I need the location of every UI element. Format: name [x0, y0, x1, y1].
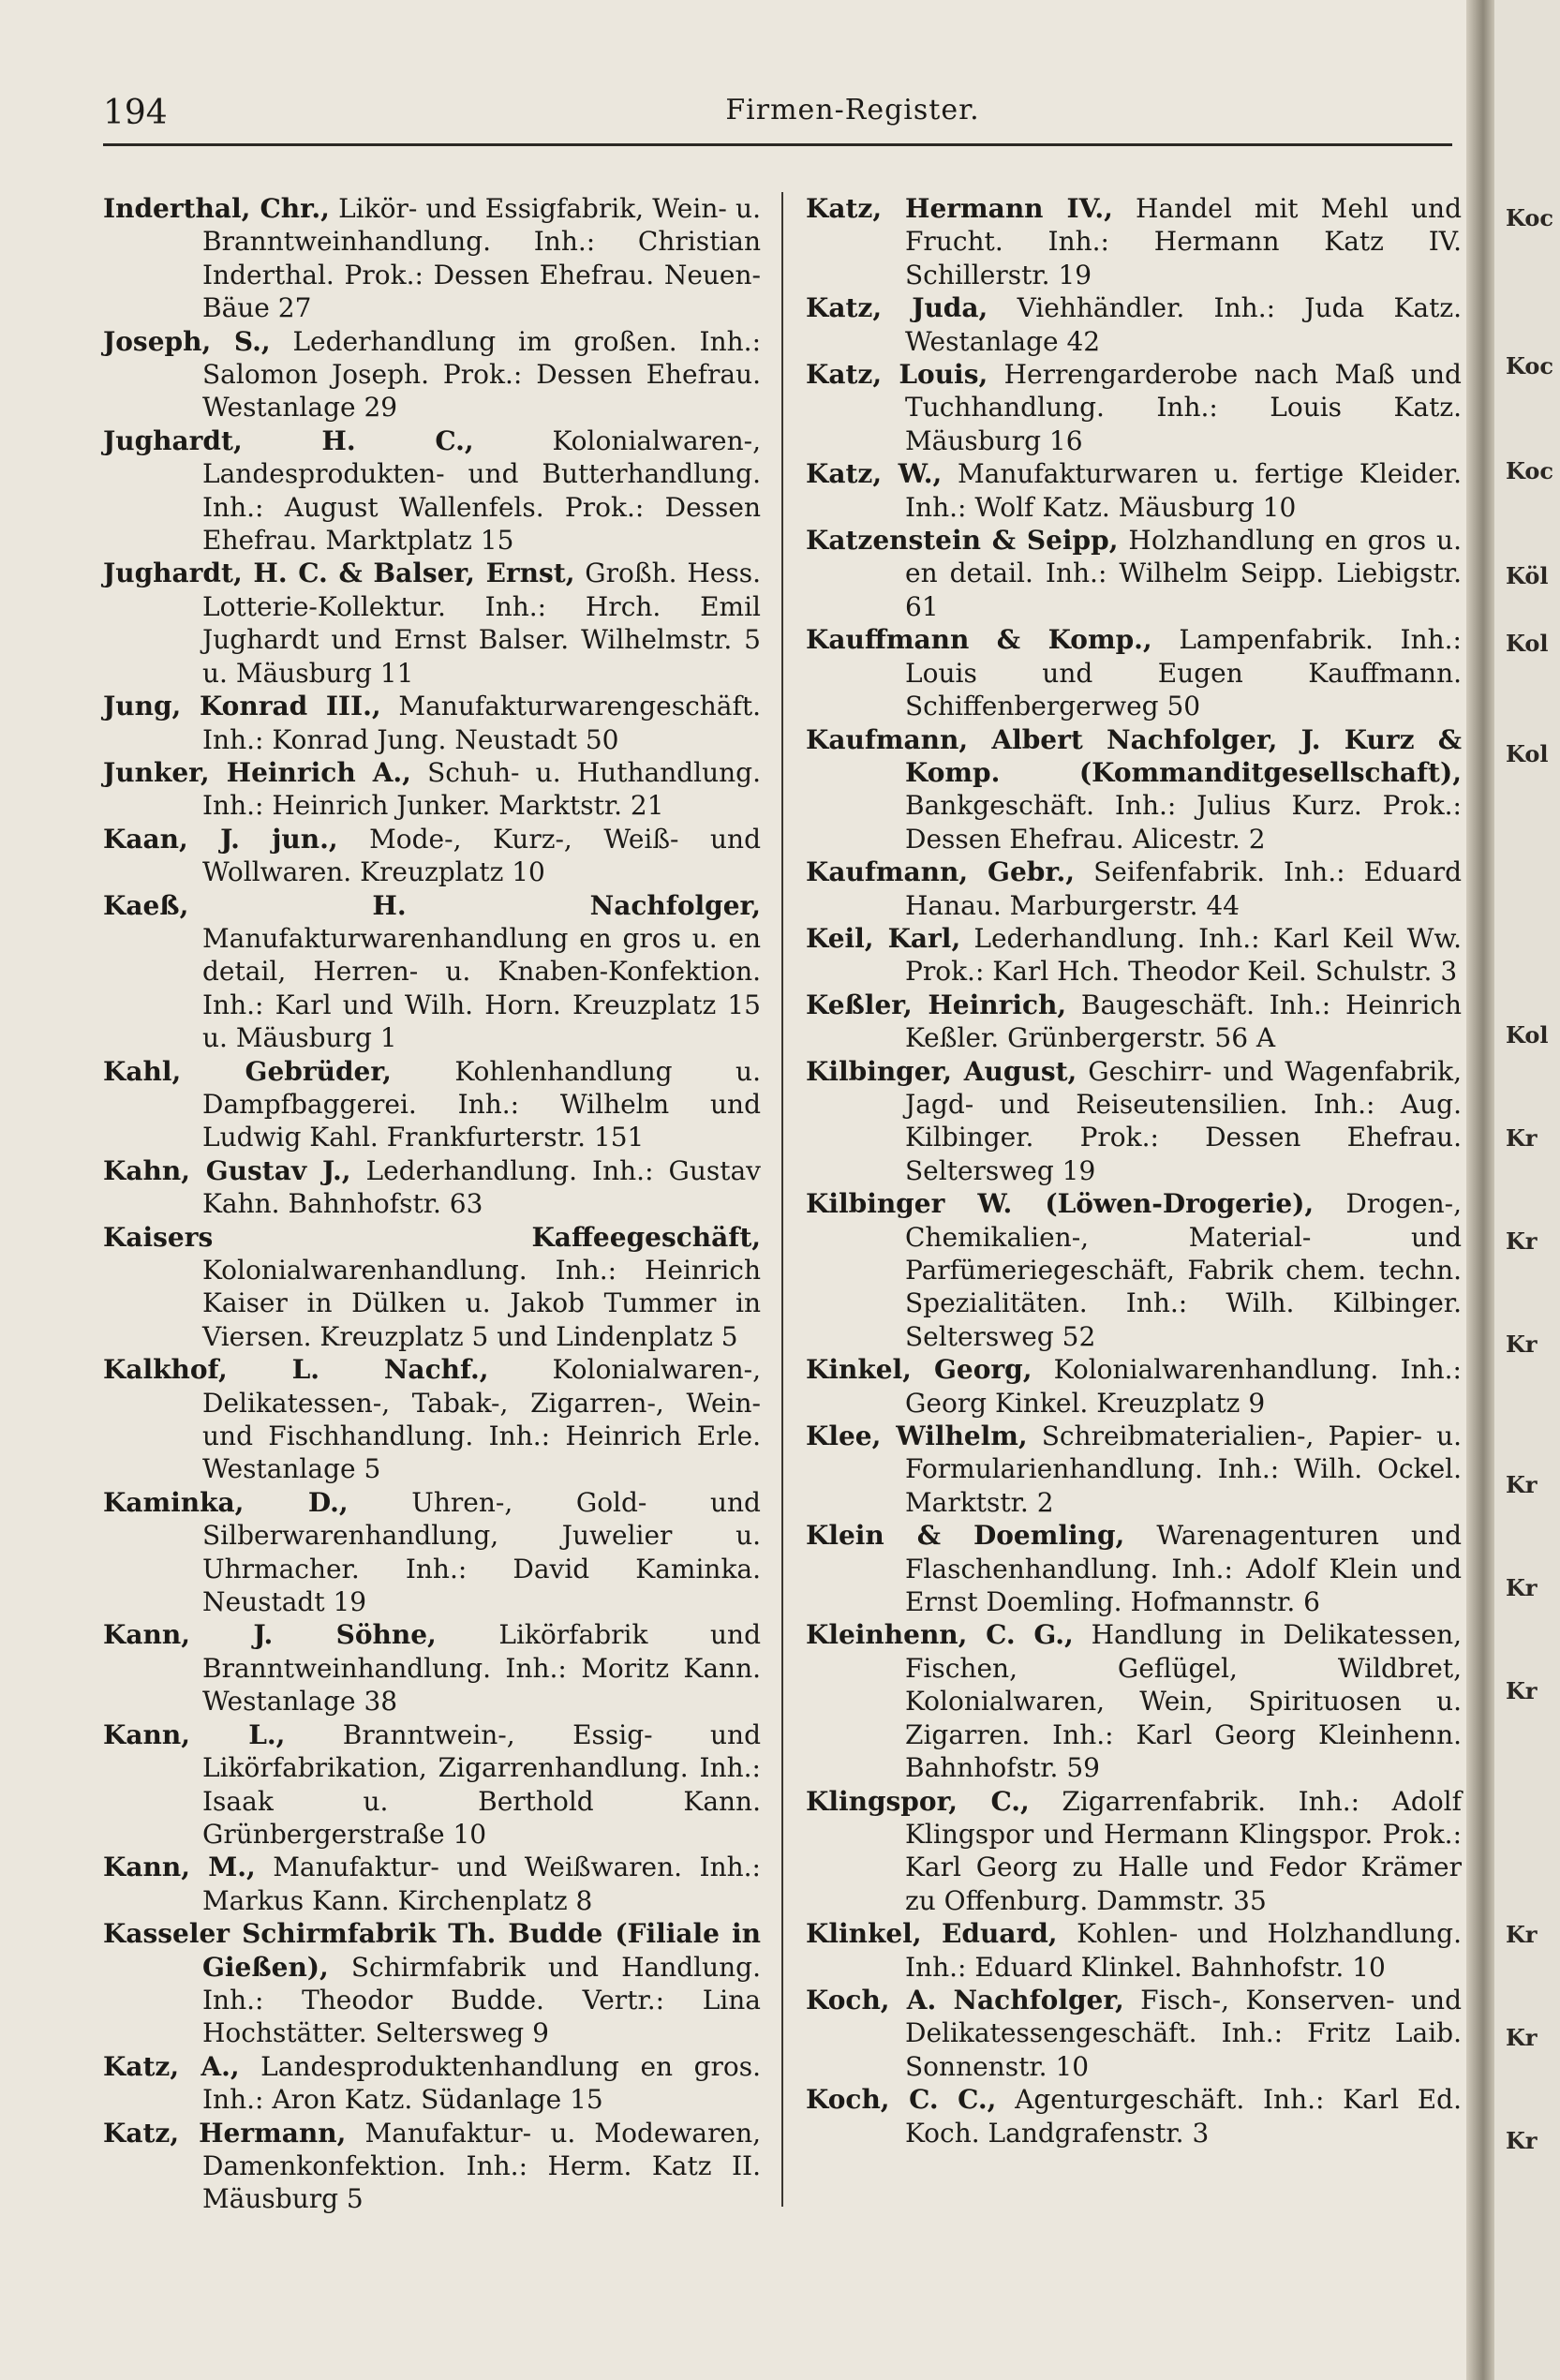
adjacent-page-fragment: Kr: [1506, 1921, 1538, 1948]
entry-name: Kahl, Gebrüder,: [103, 1055, 392, 1087]
entry-name: Katz, Juda,: [806, 292, 988, 324]
entry-name: Klee, Wilhelm,: [806, 1421, 1028, 1452]
directory-entry: [103, 2117, 761, 2216]
adjacent-page-fragment: Kr: [1506, 2024, 1538, 2051]
entry-text: Handel mit Mehl und Frucht. Inh.: Hermann Katz IV. Schillerstr. 19: [905, 193, 1462, 290]
entry-name: Kauffmann & Komp.,: [806, 624, 1152, 656]
entry-name: Kaan, J. jun.,: [103, 823, 338, 855]
entry-name: Kalkhof, L. Nachf.,: [103, 1354, 489, 1386]
entry-text: Likörfabrik und Branntweinhandlung. Inh.: Moritz Kann. Westanlage 38: [202, 1619, 761, 1718]
running-title: Firmen-Register.: [725, 94, 980, 126]
directory-entry: [806, 723, 1462, 856]
directory-entry: [103, 889, 761, 1055]
directory-entry: [806, 192, 1462, 291]
adjacent-page-edge: [1494, 0, 1560, 2380]
directory-entry: [103, 1851, 761, 1917]
entry-text: Schuh- u. Huthandlung. Inh.: Heinrich Junker. Marktstr. 21: [202, 756, 761, 822]
directory-entry: [103, 756, 761, 823]
entry-name: Katz, Hermann IV.,: [806, 193, 1113, 224]
adjacent-page-fragment: Kr: [1506, 1331, 1538, 1358]
entry-name: Kann, J. Söhne,: [103, 1619, 437, 1651]
adjacent-page-fragment: Kr: [1506, 1227, 1538, 1255]
entry-text: Baugeschäft. Inh.: Heinrich Keßler. Grünbergerstr. 56 A: [905, 989, 1462, 1054]
directory-entry: [103, 1154, 761, 1221]
directory-entry: [103, 424, 761, 558]
directory-entry: [806, 1984, 1462, 2083]
header-rule: [103, 143, 1452, 146]
entry-text: Bankgeschäft. Inh.: Julius Kurz. Prok.: Dessen Ehefrau. Alicestr. 2: [905, 790, 1462, 855]
entry-text: Kolonialwarenhandlung. Inh.: Heinrich Kaiser in Dülken u. Jakob Tummer in Viersen. Kreuzplatz 5 und Lindenplatz 5: [202, 1255, 761, 1352]
directory-entry: [806, 1785, 1462, 1918]
book-spine: [1466, 0, 1494, 2380]
entry-name: Katzenstein & Seipp,: [806, 525, 1119, 557]
directory-entry: [806, 922, 1462, 989]
directory-entry: [103, 1055, 761, 1154]
directory-entry: [806, 1353, 1462, 1420]
entry-text: Herrengarderobe nach Maß und Tuchhandlung. Inh.: Louis Katz. Mäusburg 16: [905, 359, 1462, 456]
entry-text: Branntwein-, Essig- und Likörfabrikation, Zigarrenhandlung. Inh.: Isaak u. Berthold Kann. Grünbergerstraße 10: [202, 1718, 761, 1850]
directory-entry: [806, 1519, 1462, 1618]
entry-text: Kohlen- und Holzhandlung. Inh.: Eduard Klinkel. Bahnhofstr. 10: [905, 1918, 1463, 1983]
entry-text: Drogen-, Chemikalien-, Material- und Parfümeriegeschäft, Fabrik chem. techn. Spezialitäten. Inh.: Wilh. Kilbinger. Seltersweg 52: [905, 1188, 1463, 1352]
directory-entry: [806, 1618, 1462, 1784]
directory-entry: [103, 325, 761, 424]
entry-text: Kohlenhandlung u. Dampfbaggerei. Inh.: Wilhelm und Ludwig Kahl. Frankfurterstr. 151: [202, 1055, 761, 1153]
entry-text: Lampenfabrik. Inh.: Louis und Eugen Kauffmann. Schiffenbergerweg 50: [905, 624, 1462, 722]
entry-name: Junker, Heinrich A.,: [103, 756, 411, 788]
directory-entry: [103, 1718, 761, 1852]
entry-name: Inderthal, Chr.,: [103, 193, 330, 224]
entry-text: Agenturgeschäft. Inh.: Karl Ed. Koch. Landgrafenstr. 3: [905, 2084, 1462, 2149]
directory-entry: [103, 1618, 761, 1718]
adjacent-page-fragment: Kol: [1506, 740, 1549, 767]
entry-text: Manufaktur- und Weißwaren. Inh.: Markus Kann. Kirchenplatz 8: [202, 1852, 761, 1916]
entry-text: Großh. Hess. Lotterie-Kollektur. Inh.: Hrch. Emil Jughardt und Ernst Balser. Wilhelmstr. 5 u. Mäusburg 11: [202, 558, 761, 689]
entry-text: Lederhandlung im großen. Inh.: Salomon Joseph. Prok.: Dessen Ehefrau. Westanlage 29: [202, 325, 761, 424]
entry-text: Fisch-, Konserven- und Delikatessengeschäft. Inh.: Fritz Laib. Sonnenstr. 10: [905, 1984, 1462, 2082]
entry-text: Manufakturwaren u. fertige Kleider. Inh.: Wolf Katz. Mäusburg 10: [905, 458, 1462, 523]
directory-entry: [103, 690, 761, 756]
entry-name: Kaufmann, Albert Nachfolger, J. Kurz & Komp. (Kommanditgesellschaft),: [806, 723, 1462, 788]
entry-name: Jughardt, H. C.,: [103, 424, 474, 456]
adjacent-page-fragment: Kol: [1506, 1021, 1549, 1049]
entry-text: Kolonialwaren-, Delikatessen-, Tabak-, Zigarren-, Wein- und Fischhandlung. Inh.: Heinrich Erle. Westanlage 5: [202, 1354, 762, 1485]
left-column: [103, 192, 761, 2216]
entry-text: Handlung in Delikatessen, Fischen, Geflügel, Wildbret, Kolonialwaren, Wein, Spirituosen u. Zigarren. Inh.: Karl Georg Kleinhenn. Bahnhofstr. 59: [905, 1619, 1462, 1784]
page-number: 194: [103, 94, 168, 132]
entry-name: Koch, A. Nachfolger,: [806, 1984, 1124, 2016]
directory-entry: [103, 1486, 761, 1619]
entry-name: Klingspor, C.,: [806, 1785, 1030, 1817]
entry-text: Geschirr- und Wagenfabrik, Jagd- und Reiseutensilien. Inh.: Aug. Kilbinger. Prok.: Dessen Ehefrau. Seltersweg 19: [905, 1055, 1463, 1186]
entry-text: Manufakturwarenhandlung en gros u. en detail, Herren- u. Knaben-Konfektion. Inh.: Karl und Wilh. Horn. Kreuzplatz 15 u. Mäusburg 1: [202, 922, 761, 1054]
entry-text: Zigarrenfabrik. Inh.: Adolf Klingspor und Hermann Klingspor. Prok.: Karl Georg zu Halle und Fedor Krämer zu Offenburg. Dammstr. 35: [905, 1785, 1462, 1916]
directory-entry: [806, 1420, 1462, 1519]
directory-entry: [103, 557, 761, 690]
adjacent-page-fragment: Kr: [1506, 1124, 1538, 1152]
entry-name: Katz, W.,: [806, 458, 943, 490]
entry-name: Klein & Doemling,: [806, 1520, 1125, 1552]
adjacent-page-fragment: Koc: [1506, 352, 1553, 379]
entry-text: Mode-, Kurz-, Weiß- und Wollwaren. Kreuzplatz 10: [202, 823, 761, 888]
entry-text: Landesproduktenhandlung en gros. Inh.: Aron Katz. Südanlage 15: [202, 2050, 762, 2116]
entry-text: Uhren-, Gold- und Silberwarenhandlung, Juwelier u. Uhrmacher. Inh.: David Kaminka. Neustadt 19: [202, 1486, 761, 1618]
adjacent-page-fragment: Kr: [1506, 1677, 1538, 1704]
directory-entry: [806, 1187, 1462, 1353]
entry-name: Kaeß, H. Nachfolger,: [103, 889, 761, 921]
adjacent-page-fragment: Köl: [1506, 562, 1549, 589]
entry-name: Kleinhenn, C. G.,: [806, 1619, 1074, 1651]
entry-name: Kaufmann, Gebr.,: [806, 856, 1076, 888]
directory-entry: [806, 358, 1462, 457]
entry-name: Kann, M.,: [103, 1852, 256, 1883]
directory-entry: [806, 291, 1462, 358]
entry-name: Jung, Konrad III.,: [103, 691, 381, 722]
entry-text: Viehhändler. Inh.: Juda Katz. Westanlage 42: [905, 292, 1462, 357]
adjacent-page-fragment: Koc: [1506, 457, 1553, 484]
entry-name: Koch, C. C.,: [806, 2084, 997, 2116]
adjacent-page-fragment: Kol: [1506, 630, 1549, 657]
entry-name: Kasseler Schirmfabrik Th. Budde (Filiale in Gießen),: [103, 1918, 761, 1983]
entry-text: Lederhandlung. Inh.: Gustav Kahn. Bahnhofstr. 63: [202, 1154, 761, 1220]
directory-entry: [806, 989, 1462, 1055]
entry-name: Kilbinger, August,: [806, 1055, 1077, 1087]
page-header: [103, 94, 1452, 141]
entry-text: Schirmfabrik und Handlung. Inh.: Theodor Budde. Vertr.: Lina Hochstätter. Seltersweg 9: [202, 1951, 761, 2049]
entry-name: Keil, Karl,: [806, 922, 961, 954]
directory-entry: [806, 1055, 1462, 1188]
entry-name: Katz, A.,: [103, 2050, 240, 2082]
entry-name: Keßler, Heinrich,: [806, 989, 1067, 1020]
entry-name: Klinkel, Eduard,: [806, 1918, 1058, 1950]
entry-name: Katz, Louis,: [806, 359, 988, 391]
entry-text: Likör- und Essigfabrik, Wein- u. Branntweinhandlung. Inh.: Christian Inderthal. Prok.: Dessen Ehefrau. Neuen-Bäue 27: [202, 193, 761, 324]
entry-name: Kilbinger W. (Löwen-Drogerie),: [806, 1188, 1315, 1220]
column-divider: [781, 192, 783, 2207]
directory-entry: [806, 855, 1462, 922]
entry-text: Manufaktur- u. Modewaren, Damenkonfektion. Inh.: Herm. Katz II. Mäusburg 5: [202, 2117, 762, 2215]
entry-text: Warenagenturen und Flaschenhandlung. Inh.: Adolf Klein und Ernst Doemling. Hofmannstr. 6: [905, 1520, 1462, 1618]
adjacent-page-fragment: Koc: [1506, 204, 1553, 231]
entry-text: Kolonialwaren-, Landesprodukten- und Butterhandlung. Inh.: August Wallenfels. Prok.: Dessen Ehefrau. Marktplatz 15: [202, 424, 761, 557]
directory-entry: [103, 2050, 761, 2117]
adjacent-page-fragment: Kr: [1506, 1471, 1538, 1498]
adjacent-page-fragment: Kr: [1506, 1574, 1538, 1601]
directory-entry: [103, 1353, 761, 1486]
directory-entry: [806, 524, 1462, 623]
directory-entry: [103, 192, 761, 325]
entry-name: Joseph, S.,: [103, 325, 271, 357]
directory-entry: [806, 457, 1462, 524]
entry-name: Kahn, Gustav J.,: [103, 1154, 351, 1186]
directory-entry: [806, 1917, 1462, 1984]
adjacent-page-fragment: Kr: [1506, 2127, 1538, 2154]
entry-name: Kaminka, D.,: [103, 1486, 349, 1518]
entry-name: Kinkel, Georg,: [806, 1354, 1033, 1386]
entry-text: Manufakturwarengeschäft. Inh.: Konrad Jung. Neustadt 50: [202, 691, 761, 755]
entry-name: Kaisers Kaffeegeschäft,: [103, 1221, 761, 1253]
entry-text: Holzhandlung en gros u. en detail. Inh.: Wilhelm Seipp. Liebigstr. 61: [905, 525, 1462, 622]
entry-name: Kann, L.,: [103, 1718, 286, 1750]
entry-name: Katz, Hermann,: [103, 2117, 347, 2149]
entry-text: Seifenfabrik. Inh.: Eduard Hanau. Marburgerstr. 44: [905, 856, 1463, 921]
directory-entry: [806, 623, 1462, 722]
entry-name: Jughardt, H. C. & Balser, Ernst,: [103, 558, 575, 589]
entry-text: Schreibmaterialien-, Papier- u. Formularienhandlung. Inh.: Wilh. Ockel. Marktstr. 2: [905, 1421, 1462, 1518]
entry-text: Kolonialwarenhandlung. Inh.: Georg Kinkel. Kreuzplatz 9: [905, 1354, 1462, 1419]
directory-entry: [103, 1917, 761, 2050]
right-column: [806, 192, 1462, 2149]
directory-entry: [103, 823, 761, 889]
directory-entry: [806, 2083, 1462, 2149]
directory-entry: [103, 1221, 761, 1354]
entry-text: Lederhandlung. Inh.: Karl Keil Ww. Prok.: Karl Hch. Theodor Keil. Schulstr. 3: [905, 922, 1463, 988]
